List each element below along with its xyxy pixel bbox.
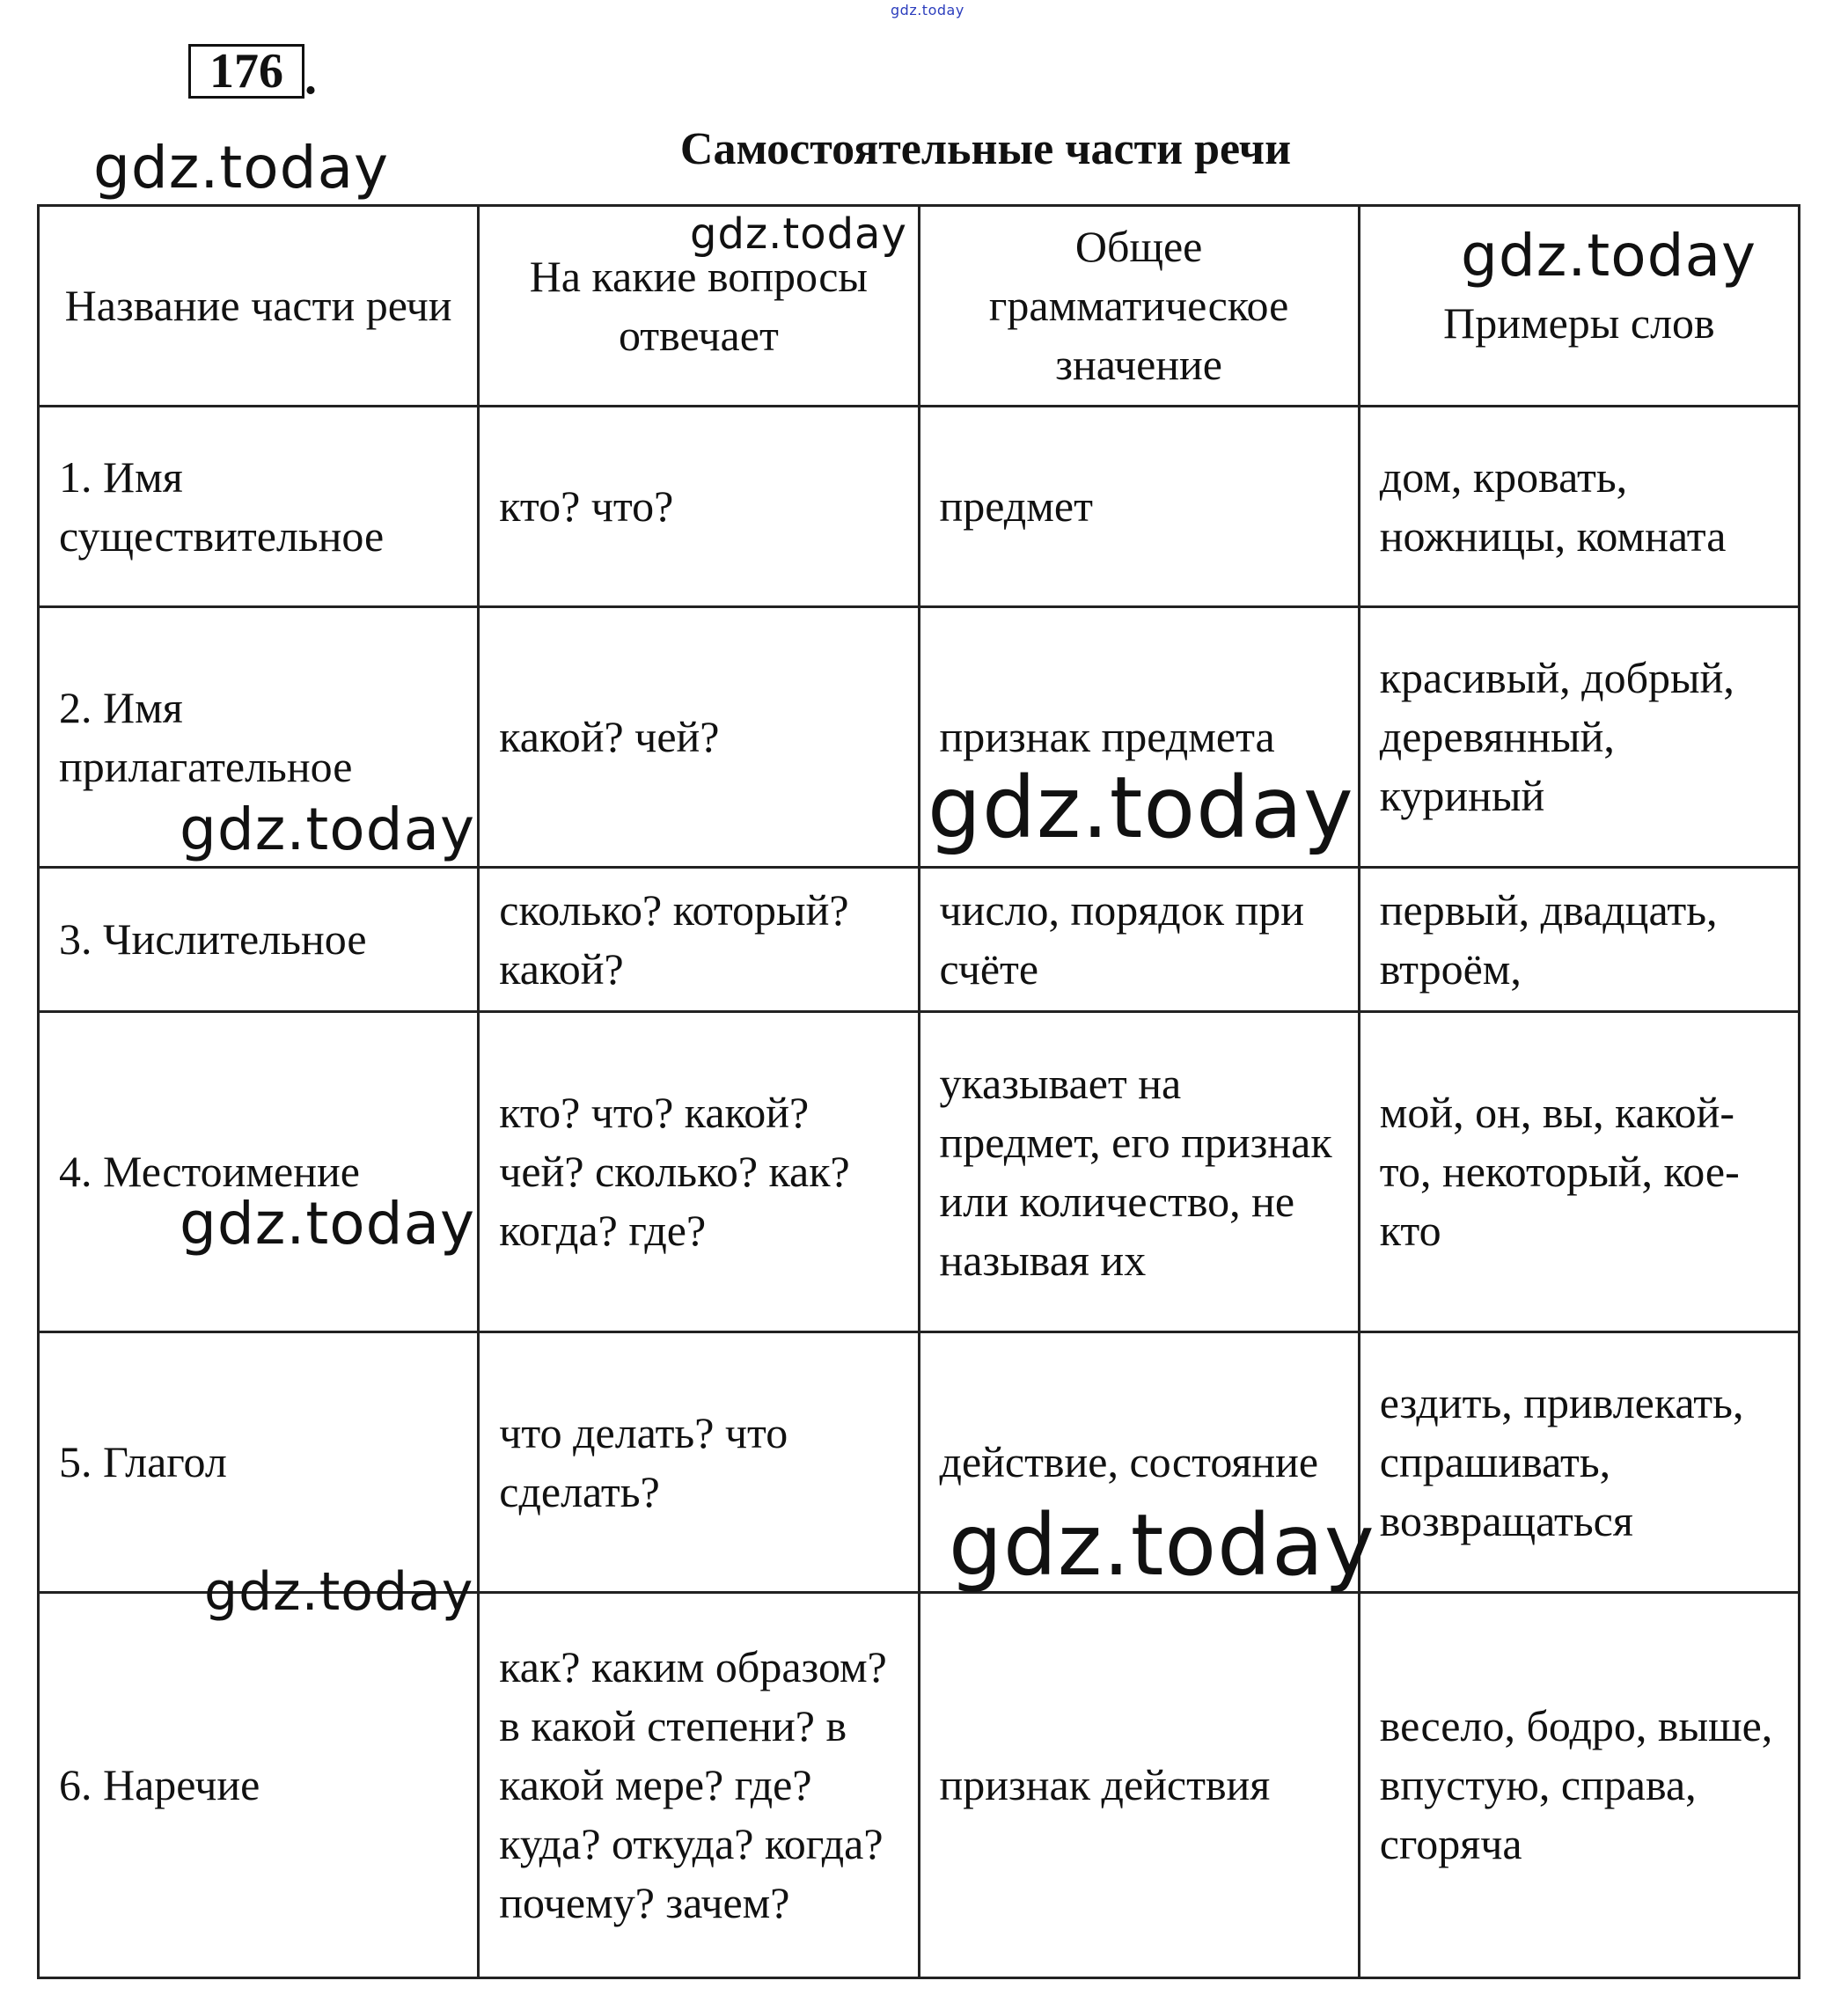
exercise-number-box: 176 bbox=[188, 44, 304, 99]
column-header: На какие вопросы отвечает bbox=[479, 206, 919, 407]
top-watermark: gdz.today bbox=[891, 2, 964, 18]
examples-cell: дом, кровать, ножницы, комната bbox=[1359, 407, 1799, 607]
meaning-cell: действие, состояние bbox=[919, 1332, 1359, 1593]
exercise-number-dot: . bbox=[304, 50, 317, 105]
column-header: Примеры слов bbox=[1359, 206, 1799, 407]
parts-of-speech-table bbox=[37, 204, 1800, 1979]
meaning-cell: предмет bbox=[919, 407, 1359, 607]
examples-cell: мой, он, вы, какой-то, некоторый, кое-кто bbox=[1359, 1012, 1799, 1332]
meaning-cell: число, порядок при счёте bbox=[919, 868, 1359, 1012]
watermark: gdz.today bbox=[180, 796, 476, 863]
watermark: gdz.today bbox=[690, 209, 907, 259]
questions-cell: какой? чей? bbox=[479, 607, 919, 868]
column-header: Общее грамматическое значение bbox=[919, 206, 1359, 407]
table-row bbox=[39, 1332, 1800, 1593]
examples-cell: ездить, привлекать, спрашивать, возвращаться bbox=[1359, 1332, 1799, 1593]
part-of-speech-cell: 4. Местоимение bbox=[39, 1012, 479, 1332]
part-of-speech-cell: 5. Глагол bbox=[39, 1332, 479, 1593]
table-row bbox=[39, 607, 1800, 868]
watermark: gdz.today bbox=[180, 1190, 476, 1258]
part-of-speech-cell: 1. Имя существительное bbox=[39, 407, 479, 607]
examples-cell: первый, двадцать, втроём, bbox=[1359, 868, 1799, 1012]
questions-cell: как? каким образом? в какой степени? в какой мере? где? куда? откуда? когда? почему? зачем? bbox=[479, 1593, 919, 1978]
meaning-cell: признак действия bbox=[919, 1593, 1359, 1978]
table-row bbox=[39, 1012, 1800, 1332]
meaning-cell: указывает на предмет, его признак или количество, не называя их bbox=[919, 1012, 1359, 1332]
watermark: gdz.today bbox=[204, 1561, 474, 1623]
examples-cell: весело, бодро, выше, впустую, справа, сгоряча bbox=[1359, 1593, 1799, 1978]
part-of-speech-cell: 3. Числительное bbox=[39, 868, 479, 1012]
watermark: gdz.today bbox=[949, 1496, 1375, 1595]
questions-cell: кто? что? какой? чей? сколько? как? когда? где? bbox=[479, 1012, 919, 1332]
table-row bbox=[39, 868, 1800, 1012]
table-row bbox=[39, 1593, 1800, 1978]
questions-cell: сколько? который? какой? bbox=[479, 868, 919, 1012]
examples-cell: красивый, добрый, деревянный, куриный bbox=[1359, 607, 1799, 868]
questions-cell: кто? что? bbox=[479, 407, 919, 607]
questions-cell: что делать? что сделать? bbox=[479, 1332, 919, 1593]
part-of-speech-cell: 6. Наречие bbox=[39, 1593, 479, 1978]
column-header: Название части речи bbox=[39, 206, 479, 407]
watermark: gdz.today bbox=[928, 759, 1354, 857]
page-title: Самостоятельные части речи bbox=[679, 124, 1292, 174]
meaning-cell: признак предмета bbox=[919, 607, 1359, 868]
watermark: gdz.today bbox=[1461, 222, 1757, 290]
table-row bbox=[39, 407, 1800, 607]
part-of-speech-cell: 2. Имя прилагательное bbox=[39, 607, 479, 868]
watermark: gdz.today bbox=[93, 134, 390, 202]
table-header-row bbox=[39, 206, 1800, 407]
